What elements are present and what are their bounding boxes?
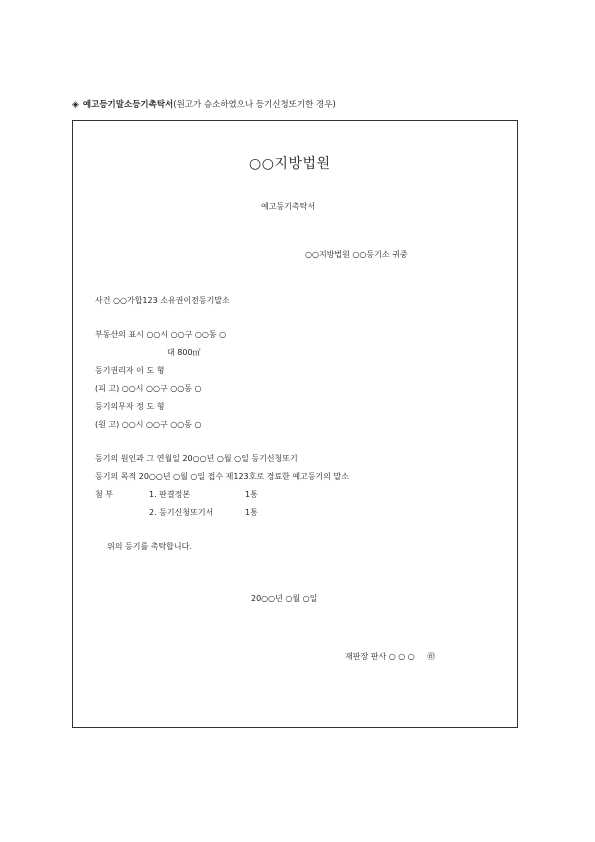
property-area: 대 800㎡ [167, 348, 201, 357]
obligor-line: 등기의무자 정 도 형 [95, 402, 165, 411]
form-heading [72, 98, 336, 110]
form-subtitle: (원고가 승소하였으나 등기신청또기한 경우) [173, 100, 336, 110]
case-line: 사건 ○○가합123 소유권이전등기말소 [95, 296, 230, 305]
signer-line [345, 651, 435, 662]
document-title: 예고등기촉탁서 [261, 202, 316, 211]
cause-line: 등기의 원인과 그 연월일 20○○년 ○월 ○일 등기신청또기 [95, 454, 298, 463]
attachment-1: 1. 판결정본 [149, 490, 191, 499]
date-line: 20○○년 ○월 ○일 [251, 594, 318, 603]
right-holder-line: 등기권리자 이 도 형 [95, 366, 165, 375]
court-title: ○○지방법원 [249, 156, 331, 172]
request-line: 위의 등기를 촉탁합니다. [107, 542, 192, 551]
seal-icon: ㊞ [427, 652, 436, 661]
attachment-label: 첨 부 [95, 490, 113, 499]
attachment-1-qty: 1통 [245, 490, 258, 499]
document-frame [72, 120, 518, 728]
form-title: 예고등기말소등기촉탁서 [82, 100, 174, 110]
right-holder-address: (피 고) ○○시 ○○구 ○○동 ○ [95, 384, 202, 393]
property-line: 부동산의 표시 ○○시 ○○구 ○○동 ○ [95, 330, 227, 339]
obligor-address: (원 고) ○○시 ○○구 ○○동 ○ [95, 420, 202, 429]
attachment-2: 2. 등기신청또기서 [149, 508, 214, 517]
recipient: ○○지방법원 ○○등기소 귀중 [305, 250, 408, 259]
attachment-2-qty: 1통 [245, 508, 258, 517]
signer-name: 재판장 판사 ○ ○ ○ [345, 652, 415, 661]
diamond-bullet-icon: ◈ [72, 100, 79, 110]
purpose-line: 등기의 목적 20○○년 ○월 ○일 접수 제123호로 경료한 예고등기의 말소 [95, 472, 349, 481]
